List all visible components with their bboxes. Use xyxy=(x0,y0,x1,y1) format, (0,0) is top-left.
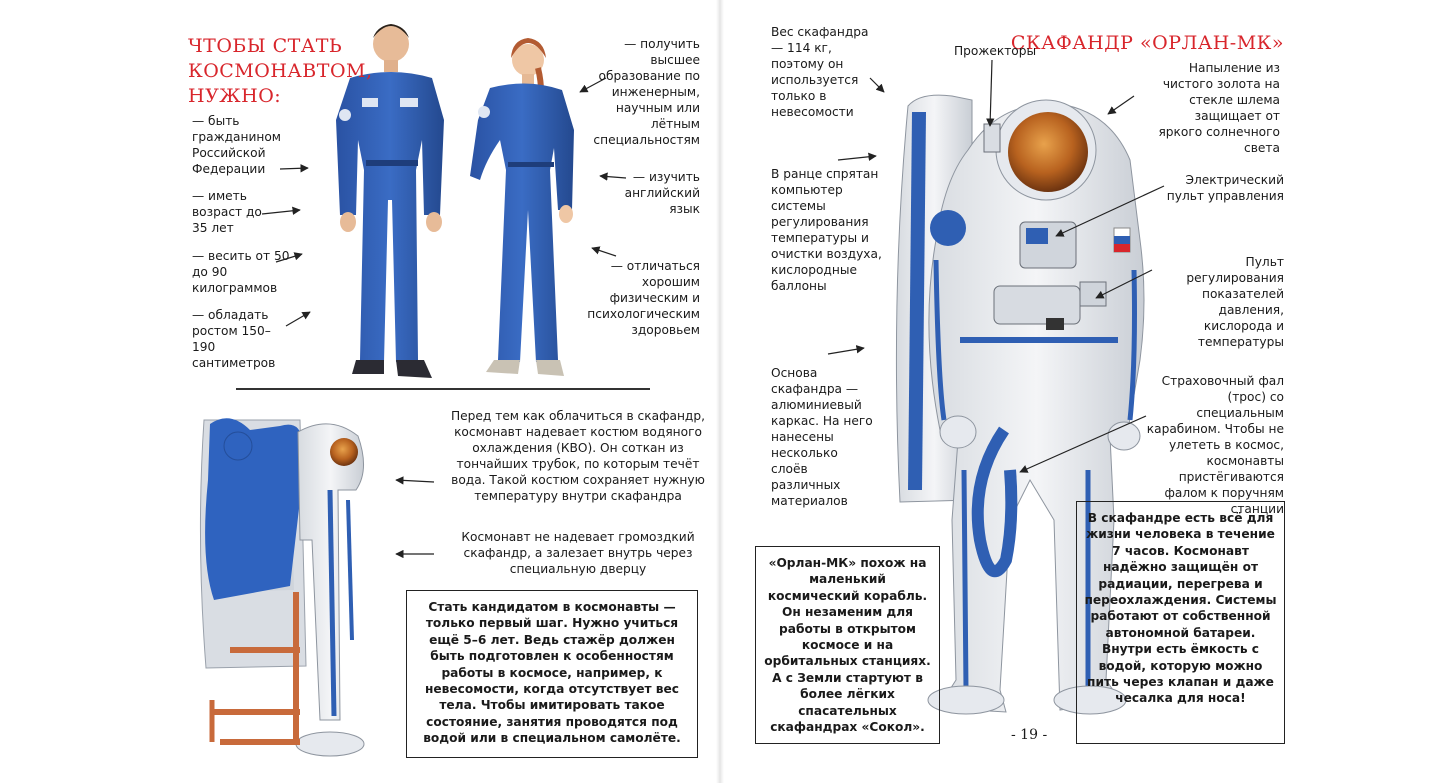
orlan-info-box xyxy=(755,546,940,744)
suit-entry-note: Космонавт не надевает громоздкий скафандр, а залезает внутрь через специальную дверцу xyxy=(461,530,695,576)
training-info-box xyxy=(406,590,698,758)
life-support-info-text: В скафандре есть всё для жизни человека в течение 7 часов. Космонавт надёжно защищён от радиации, перегрева и переохлаждения. Системы работают от собственной автономной батареи. Внутри есть ёмкость с водой, которую можно пить через клапан и даже чесалка для носа! xyxy=(1084,511,1277,706)
suit-frame-note: Основа скафандра — алюминиевый каркас. На него нанесены несколько слоёв различных материалов xyxy=(771,366,873,508)
label-gold-coating: Напыление из чистого золота на стекле шлема защищает от яркого солнечного света xyxy=(1158,61,1280,155)
requirement-education: — получить высшее образование по инженерным, научным или лётным специальностям xyxy=(593,37,700,147)
orlan-info-text: «Орлан-МК» похож на маленький космический корабль. Он незаменим для работы в открытом космосе и на орбитальных станциях. А с Земли стартуют в более лёгких спасательных скафандрах «Сокол». xyxy=(764,556,931,735)
requirement-health: — отличаться хорошим физическим и психологическим здоровьем xyxy=(587,259,700,337)
suit-entry-illustration xyxy=(200,418,364,756)
suit-weight-note: Вес скафандра — 114 кг, поэтому он используется только в невесомости xyxy=(771,25,869,119)
page-number: - 19 - xyxy=(1011,727,1048,743)
label-safety-tether: Страховочный фал (трос) со специальным карабином. Чтобы не улететь в космос, космонавты пристёгиваются фалом к поручням станции xyxy=(1146,374,1284,516)
label-spotlights: Прожекторы xyxy=(954,44,1037,58)
requirement-weight: — весить от 50 до 90 килограммов xyxy=(192,249,290,295)
requirement-height: — обладать ростом 150–190 сантиметров xyxy=(192,308,276,370)
backpack-note: В ранце спрятан компьютер системы регулирования температуры и очистки воздуха, кислородные баллоны xyxy=(771,167,882,293)
section-divider xyxy=(236,388,650,390)
requirement-english: — изучить английский язык xyxy=(624,170,700,216)
page-title-right: СКАФАНДР «ОРЛАН-МК» xyxy=(1010,32,1284,54)
label-pressure-panel: Пульт регулирования показателей давления, кислорода и температуры xyxy=(1186,255,1284,349)
requirement-age: — иметь возраст до 35 лет xyxy=(192,189,262,235)
page-title-left: ЧТОБЫ СТАТЬ КОСМОНАВТОМ, НУЖНО: xyxy=(188,35,373,107)
requirement-citizenship: — быть гражданином Российской Федерации xyxy=(192,114,281,176)
cooling-suit-note: Перед тем как облачиться в скафандр, космонавт надевает костюм водяного охлаждения (КВО). Он соткан из тончайших трубок, по которым течёт вода. Такой костюм сохраняет нужную температуру внутри скафандра xyxy=(451,409,705,503)
label-control-panel: Электрический пульт управления xyxy=(1166,173,1284,203)
training-info-text: Стать кандидатом в космонавты — только первый шаг. Нужно учиться ещё 5–6 лет. Ведь стажёр должен быть подготовлен к особенностям работы в космосе, например, к невесомости, когда отсутствует вес тела. Чтобы имитировать такое состояние, занятия проводятся под водой или в специальном самолёте. xyxy=(423,600,681,746)
female-cosmonaut-figure xyxy=(470,38,574,376)
life-support-info-box xyxy=(1076,501,1285,744)
